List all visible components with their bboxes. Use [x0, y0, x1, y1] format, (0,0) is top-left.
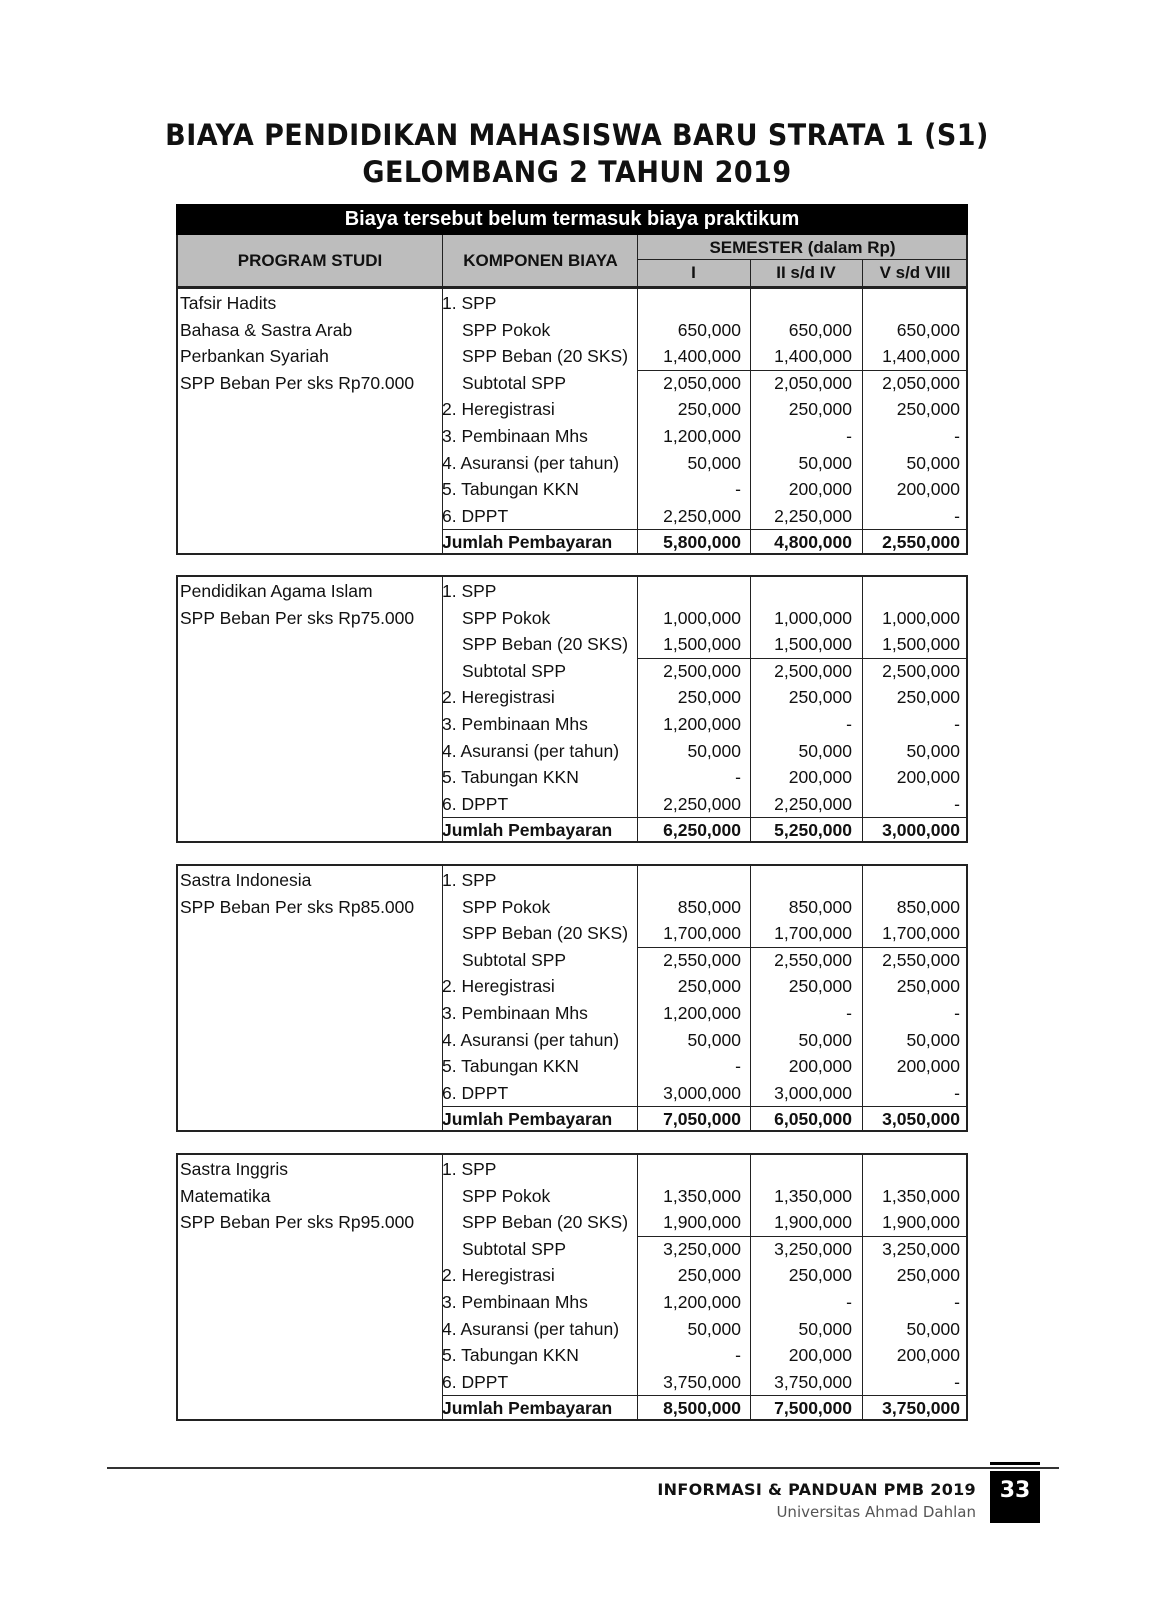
- table-row: [178, 658, 966, 685]
- component-label: SPP Beban (20 SKS): [462, 923, 629, 944]
- value-sem-2-4: 7,500,000: [774, 1398, 852, 1419]
- table-row: [178, 684, 966, 711]
- value-sem-5-8: 2,050,000: [882, 372, 960, 393]
- table-row: [178, 1289, 966, 1316]
- value-sem-1: 5,800,000: [663, 532, 741, 553]
- component-label: 5. Tabungan KKN: [442, 1056, 579, 1077]
- header-semester: SEMESTER (dalam Rp): [709, 238, 896, 257]
- table-row: [178, 1080, 966, 1107]
- value-sem-5-8: 3,050,000: [882, 1109, 960, 1130]
- total-row: [178, 529, 966, 556]
- program-name: Sastra Inggris: [180, 1159, 288, 1179]
- component-label: SPP Beban (20 SKS): [462, 346, 629, 367]
- value-sem-2-4: -: [846, 426, 852, 446]
- value-sem-5-8: 2,550,000: [882, 532, 960, 553]
- table-row: [178, 370, 966, 397]
- table-note-header: Biaya tersebut belum termasuk biaya praktikum: [176, 204, 968, 235]
- value-sem-2-4: 1,350,000: [774, 1185, 852, 1206]
- value-sem-5-8: -: [954, 505, 960, 526]
- value-sem-5-8: 50,000: [906, 1029, 960, 1050]
- program-name: SPP Beban Per sks Rp75.000: [180, 607, 415, 628]
- value-sem-2-4: 250,000: [788, 687, 852, 708]
- value-sem-5-8: 3,000,000: [882, 820, 960, 841]
- component-label: Subtotal SPP: [462, 949, 567, 970]
- component-label: 3. Pembinaan Mhs: [442, 1292, 588, 1312]
- table-column-header: [176, 235, 968, 288]
- program-name: Bahasa & Sastra Arab: [180, 319, 353, 340]
- value-sem-2-4: 5,250,000: [774, 820, 852, 841]
- component-label: 4. Asuransi (per tahun): [442, 452, 620, 473]
- value-sem-1: -: [735, 1056, 741, 1077]
- value-sem-2-4: 1,000,000: [774, 607, 852, 628]
- value-sem-5-8: 50,000: [906, 452, 960, 473]
- value-sem-5-8: 250,000: [896, 1265, 960, 1286]
- table-row: [178, 503, 966, 530]
- value-sem-5-8: 1,350,000: [882, 1185, 960, 1206]
- component-label: 4. Asuransi (per tahun): [442, 1029, 620, 1050]
- program-name: Pendidikan Agama Islam: [180, 581, 373, 601]
- component-label: 2. Heregistrasi: [442, 1265, 555, 1286]
- component-label: 6. DPPT: [442, 1082, 509, 1103]
- value-sem-5-8: -: [954, 1292, 960, 1312]
- component-label: SPP Beban (20 SKS): [462, 1212, 629, 1233]
- value-sem-5-8: 200,000: [896, 1056, 960, 1077]
- fee-block: [176, 1153, 968, 1421]
- table-row: [178, 605, 966, 632]
- component-label: SPP Pokok: [462, 896, 551, 917]
- component-label: Subtotal SPP: [462, 1238, 567, 1259]
- value-sem-5-8: 1,500,000: [882, 634, 960, 655]
- table-row: [178, 1000, 966, 1027]
- value-sem-1: 2,250,000: [663, 505, 741, 526]
- value-sem-2-4: 1,900,000: [774, 1212, 852, 1233]
- table-row: [178, 396, 966, 423]
- header-sem-2-4: II s/d IV: [776, 263, 836, 282]
- table-row: [178, 867, 966, 894]
- value-sem-2-4: 2,250,000: [774, 793, 852, 814]
- program-name: Matematika: [180, 1185, 271, 1206]
- value-sem-5-8: 850,000: [896, 896, 960, 917]
- table-row: [178, 1156, 966, 1183]
- value-sem-1: 1,700,000: [663, 923, 741, 944]
- value-sem-5-8: 1,900,000: [882, 1212, 960, 1233]
- component-label: 5. Tabungan KKN: [442, 1345, 579, 1366]
- value-sem-2-4: 6,050,000: [774, 1109, 852, 1130]
- value-sem-1: 250,000: [677, 687, 741, 708]
- table-row: [178, 764, 966, 791]
- value-sem-1: 3,250,000: [663, 1238, 741, 1259]
- value-sem-1: 8,500,000: [663, 1398, 741, 1419]
- component-label: 4. Asuransi (per tahun): [442, 1318, 620, 1339]
- value-sem-5-8: 1,400,000: [882, 346, 960, 367]
- program-name: SPP Beban Per sks Rp95.000: [180, 1212, 415, 1233]
- value-sem-1: 1,350,000: [663, 1185, 741, 1206]
- component-label: 4. Asuransi (per tahun): [442, 740, 620, 761]
- value-sem-5-8: 250,000: [896, 399, 960, 420]
- value-sem-2-4: -: [846, 1292, 852, 1312]
- component-label: 3. Pembinaan Mhs: [442, 1003, 588, 1023]
- value-sem-1: 1,400,000: [663, 346, 741, 367]
- value-sem-5-8: 200,000: [896, 767, 960, 788]
- table-row: [178, 1369, 966, 1396]
- table-row: [178, 423, 966, 450]
- table-row: [178, 791, 966, 818]
- value-sem-5-8: 50,000: [906, 740, 960, 761]
- value-sem-5-8: 1,700,000: [882, 923, 960, 944]
- value-sem-5-8: -: [954, 1082, 960, 1103]
- value-sem-1: 3,750,000: [663, 1371, 741, 1392]
- component-label: 6. DPPT: [442, 793, 509, 814]
- value-sem-1: 2,550,000: [663, 949, 741, 970]
- value-sem-2-4: 1,700,000: [774, 923, 852, 944]
- value-sem-5-8: 2,500,000: [882, 660, 960, 681]
- value-sem-5-8: 3,750,000: [882, 1398, 960, 1419]
- value-sem-1: 850,000: [677, 896, 741, 917]
- table-row: [178, 1027, 966, 1054]
- footer-title: INFORMASI & PANDUAN PMB 2019: [657, 1480, 976, 1499]
- value-sem-5-8: -: [954, 793, 960, 814]
- value-sem-1: 1,200,000: [663, 1003, 741, 1023]
- value-sem-1: 250,000: [677, 1265, 741, 1286]
- value-sem-1: 1,200,000: [663, 714, 741, 734]
- value-sem-2-4: 200,000: [788, 1056, 852, 1077]
- table-row: [178, 1342, 966, 1369]
- value-sem-2-4: 1,400,000: [774, 346, 852, 367]
- value-sem-1: 1,000,000: [663, 607, 741, 628]
- value-sem-2-4: 200,000: [788, 479, 852, 500]
- value-sem-2-4: 50,000: [798, 1029, 852, 1050]
- value-sem-5-8: -: [954, 1371, 960, 1392]
- component-label: 3. Pembinaan Mhs: [442, 426, 588, 446]
- footer-subtitle: Universitas Ahmad Dahlan: [776, 1503, 976, 1521]
- value-sem-2-4: 250,000: [788, 399, 852, 420]
- value-sem-5-8: 50,000: [906, 1318, 960, 1339]
- table-row: [178, 894, 966, 921]
- table-row: [178, 343, 966, 370]
- value-sem-2-4: 1,500,000: [774, 634, 852, 655]
- table-row: [178, 1183, 966, 1210]
- value-sem-1: 1,200,000: [663, 1292, 741, 1312]
- table-row: [178, 290, 966, 317]
- value-sem-1: 50,000: [687, 740, 741, 761]
- value-sem-2-4: 3,250,000: [774, 1238, 852, 1259]
- value-sem-5-8: 200,000: [896, 1345, 960, 1366]
- value-sem-2-4: -: [846, 1003, 852, 1023]
- page-number: 33: [990, 1471, 1040, 1523]
- table-row: [178, 947, 966, 974]
- value-sem-2-4: 650,000: [788, 319, 852, 340]
- value-sem-2-4: 4,800,000: [774, 532, 852, 553]
- component-label: SPP Pokok: [462, 607, 551, 628]
- table-row: [178, 1236, 966, 1263]
- header-program-studi: PROGRAM STUDI: [237, 251, 383, 270]
- value-sem-1: 2,500,000: [663, 660, 741, 681]
- value-sem-5-8: 250,000: [896, 687, 960, 708]
- component-label: Jumlah Pembayaran: [442, 1109, 613, 1130]
- header-komponen-biaya: KOMPONEN BIAYA: [463, 251, 618, 270]
- program-name: Sastra Indonesia: [180, 870, 312, 890]
- value-sem-2-4: -: [846, 714, 852, 734]
- value-sem-5-8: 250,000: [896, 976, 960, 997]
- page-title-line-2: GELOMBANG 2 TAHUN 2019: [362, 155, 792, 189]
- value-sem-1: 250,000: [677, 976, 741, 997]
- value-sem-1: 7,050,000: [663, 1109, 741, 1130]
- value-sem-1: 250,000: [677, 399, 741, 420]
- value-sem-2-4: 200,000: [788, 1345, 852, 1366]
- component-label: 2. Heregistrasi: [442, 687, 555, 708]
- value-sem-1: 50,000: [687, 452, 741, 473]
- component-label: 1. SPP: [442, 1159, 497, 1179]
- value-sem-1: -: [735, 767, 741, 788]
- total-row: [178, 817, 966, 844]
- program-name: SPP Beban Per sks Rp85.000: [180, 896, 415, 917]
- component-label: 1. SPP: [442, 581, 497, 601]
- component-label: Subtotal SPP: [462, 660, 567, 681]
- value-sem-2-4: 50,000: [798, 1318, 852, 1339]
- value-sem-1: 50,000: [687, 1029, 741, 1050]
- value-sem-2-4: 250,000: [788, 1265, 852, 1286]
- value-sem-5-8: 650,000: [896, 319, 960, 340]
- page-title-line-1: BIAYA PENDIDIKAN MAHASISWA BARU STRATA 1 (S1): [165, 118, 989, 152]
- total-row: [178, 1395, 966, 1422]
- value-sem-2-4: 3,750,000: [774, 1371, 852, 1392]
- value-sem-5-8: -: [954, 714, 960, 734]
- value-sem-1: 2,050,000: [663, 372, 741, 393]
- value-sem-1: 650,000: [677, 319, 741, 340]
- table-row: [178, 1262, 966, 1289]
- program-name: Perbankan Syariah: [180, 346, 329, 367]
- value-sem-2-4: 3,000,000: [774, 1082, 852, 1103]
- value-sem-1: 1,500,000: [663, 634, 741, 655]
- fee-block: [176, 287, 968, 555]
- component-label: Subtotal SPP: [462, 372, 567, 393]
- component-label: SPP Pokok: [462, 319, 551, 340]
- value-sem-2-4: 2,550,000: [774, 949, 852, 970]
- component-label: 1. SPP: [442, 293, 497, 313]
- value-sem-2-4: 2,050,000: [774, 372, 852, 393]
- value-sem-1: 2,250,000: [663, 793, 741, 814]
- table-row: [178, 578, 966, 605]
- value-sem-5-8: 2,550,000: [882, 949, 960, 970]
- table-row: [178, 450, 966, 477]
- value-sem-5-8: 1,000,000: [882, 607, 960, 628]
- value-sem-2-4: 2,250,000: [774, 505, 852, 526]
- header-sem-5-8: V s/d VIII: [879, 263, 951, 282]
- component-label: Jumlah Pembayaran: [442, 1398, 613, 1419]
- table-row: [178, 920, 966, 947]
- program-name: Tafsir Hadits: [180, 293, 277, 313]
- table-row: [178, 1053, 966, 1080]
- table-row: [178, 631, 966, 658]
- table-row: [178, 1209, 966, 1236]
- table-row: [178, 476, 966, 503]
- fee-block: [176, 575, 968, 843]
- value-sem-5-8: 3,250,000: [882, 1238, 960, 1259]
- program-name: SPP Beban Per sks Rp70.000: [180, 372, 415, 393]
- table-row: [178, 1316, 966, 1343]
- value-sem-1: -: [735, 479, 741, 500]
- value-sem-1: 1,200,000: [663, 426, 741, 446]
- page-number-tab: [990, 1462, 1040, 1465]
- value-sem-1: 1,900,000: [663, 1212, 741, 1233]
- value-sem-5-8: 200,000: [896, 479, 960, 500]
- component-label: 5. Tabungan KKN: [442, 479, 579, 500]
- component-label: 2. Heregistrasi: [442, 976, 555, 997]
- total-row: [178, 1106, 966, 1133]
- component-label: 6. DPPT: [442, 505, 509, 526]
- value-sem-2-4: 2,500,000: [774, 660, 852, 681]
- value-sem-2-4: 250,000: [788, 976, 852, 997]
- value-sem-5-8: -: [954, 426, 960, 446]
- table-row: [178, 738, 966, 765]
- value-sem-5-8: -: [954, 1003, 960, 1023]
- component-label: 1. SPP: [442, 870, 497, 890]
- component-label: SPP Pokok: [462, 1185, 551, 1206]
- value-sem-2-4: 200,000: [788, 767, 852, 788]
- value-sem-1: -: [735, 1345, 741, 1366]
- value-sem-2-4: 50,000: [798, 740, 852, 761]
- value-sem-1: 6,250,000: [663, 820, 741, 841]
- value-sem-1: 50,000: [687, 1318, 741, 1339]
- fee-block: [176, 864, 968, 1132]
- value-sem-2-4: 850,000: [788, 896, 852, 917]
- component-label: 6. DPPT: [442, 1371, 509, 1392]
- table-row: [178, 973, 966, 1000]
- component-label: 3. Pembinaan Mhs: [442, 714, 588, 734]
- component-label: Jumlah Pembayaran: [442, 820, 613, 841]
- header-sem-1: I: [691, 263, 696, 282]
- value-sem-2-4: 50,000: [798, 452, 852, 473]
- value-sem-1: 3,000,000: [663, 1082, 741, 1103]
- component-label: Jumlah Pembayaran: [442, 532, 613, 553]
- component-label: 2. Heregistrasi: [442, 399, 555, 420]
- component-label: 5. Tabungan KKN: [442, 767, 579, 788]
- footer-divider: [107, 1467, 1059, 1469]
- component-label: SPP Beban (20 SKS): [462, 634, 629, 655]
- table-row: [178, 317, 966, 344]
- table-row: [178, 711, 966, 738]
